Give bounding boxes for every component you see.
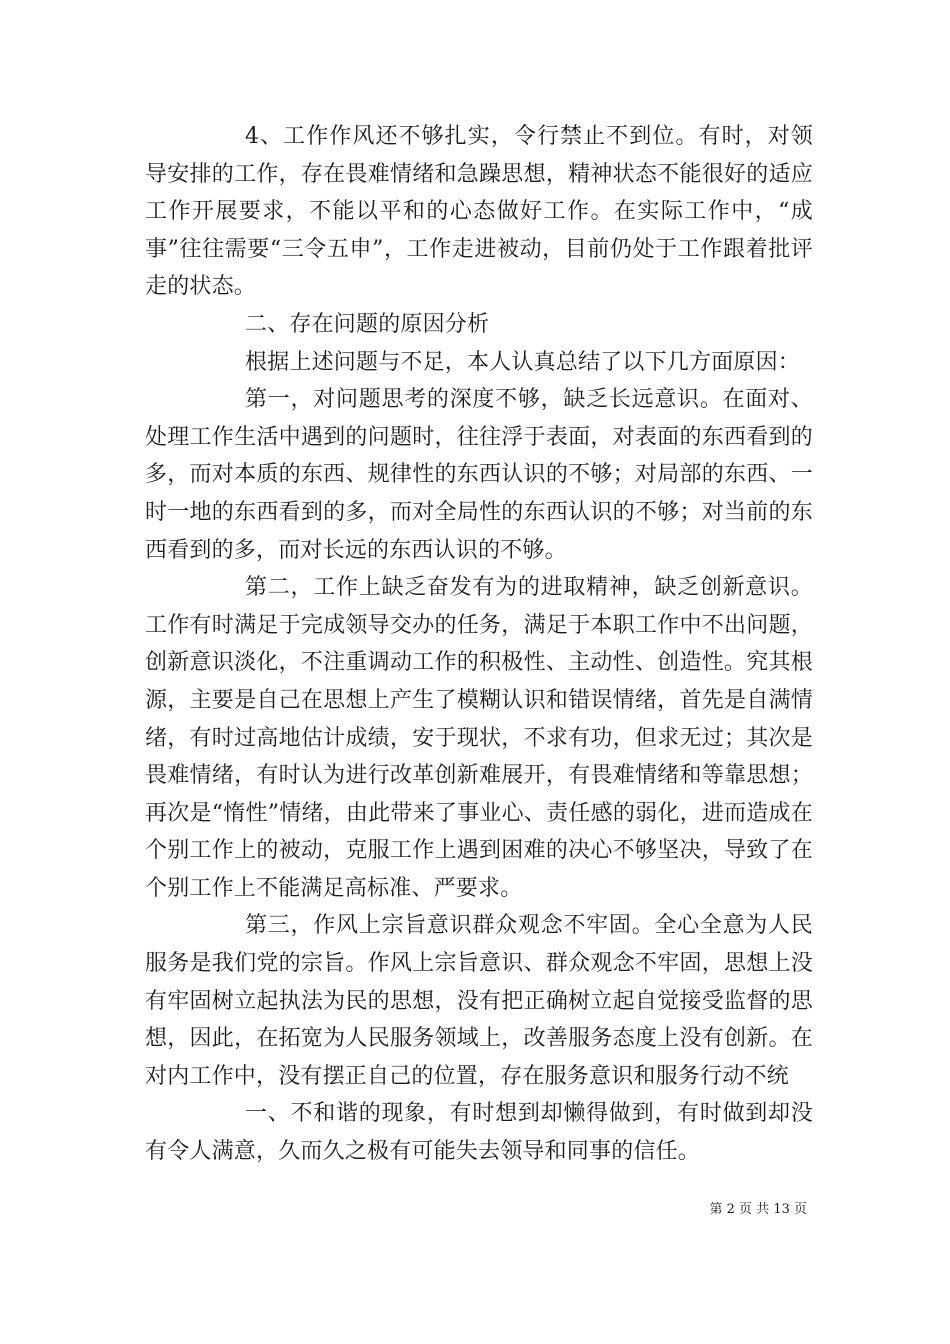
- paragraph: 根据上述问题与不足，本人认真总结了以下几方面原因：: [245, 349, 801, 375]
- page-number-footer: 第 2 页 共 13 页: [709, 1202, 807, 1217]
- paragraph: 第二，工作上缺乏奋发有为的进取精神，缺乏创新意识。工作有时满足于完成领导交办的任务，满足于本职工作中不出问题，创新意识淡化，不注重调动工作的积极性、主动性、创造性。究其根源，主要是自己在思想上产生了模糊认识和错误情绪，首先是自满情绪，有时过高地估计成绩，安于现状，不求有功，但求无过；其次是畏难情绪，有时认为进行改革创新难展开，有畏难情绪和等靠思想；再次是“惰性”情绪，由此带来了事业心、责任感的弱化，进而造成在个别工作上的被动，克服工作上遇到困难的决心不够坚决，导致了在个别工作上不能满足高标准、严要求。: [145, 575, 813, 901]
- paragraph: 一、不和谐的现象，有时想到却懒得做到，有时做到却没有令人满意，久而久之极有可能失去领导和同事的信任。: [145, 1101, 813, 1165]
- body-text: [145, 118, 813, 1171]
- paragraph: 第三，作风上宗旨意识群众观念不牢固。全心全意为人民服务是我们党的宗旨。作风上宗旨意识、群众观念不牢固，思想上没有牢固树立起执法为民的思想，没有把正确树立起自觉接受监督的思想，因此，在拓宽为人民服务领域上，改善服务态度上没有创新。在对内工作中，没有摆正自己的位置，存在服务意识和服务行动不统: [145, 913, 813, 1089]
- section-heading: 二、存在问题的原因分析: [245, 311, 490, 337]
- paragraph: 第一，对问题思考的深度不够，缺乏长远意识。在面对、处理工作生活中遇到的问题时，往往浮于表面，对表面的东西看到的多，而对本质的东西、规律性的东西认识的不够；对局部的东西、一时一地的东西看到的多，而对全局性的东西认识的不够；对当前的东西看到的多，而对长远的东西认识的不够。: [145, 387, 813, 563]
- paragraph: 4、工作作风还不够扎实，令行禁止不到位。有时，对领导安排的工作，存在畏难情绪和急躁思想，精神状态不能很好的适应工作开展要求，不能以平和的心态做好工作。在实际工作中，“成事”往往需要“三令五申”，工作走进被动，目前仍处于工作跟着批评走的状态。: [145, 124, 813, 300]
